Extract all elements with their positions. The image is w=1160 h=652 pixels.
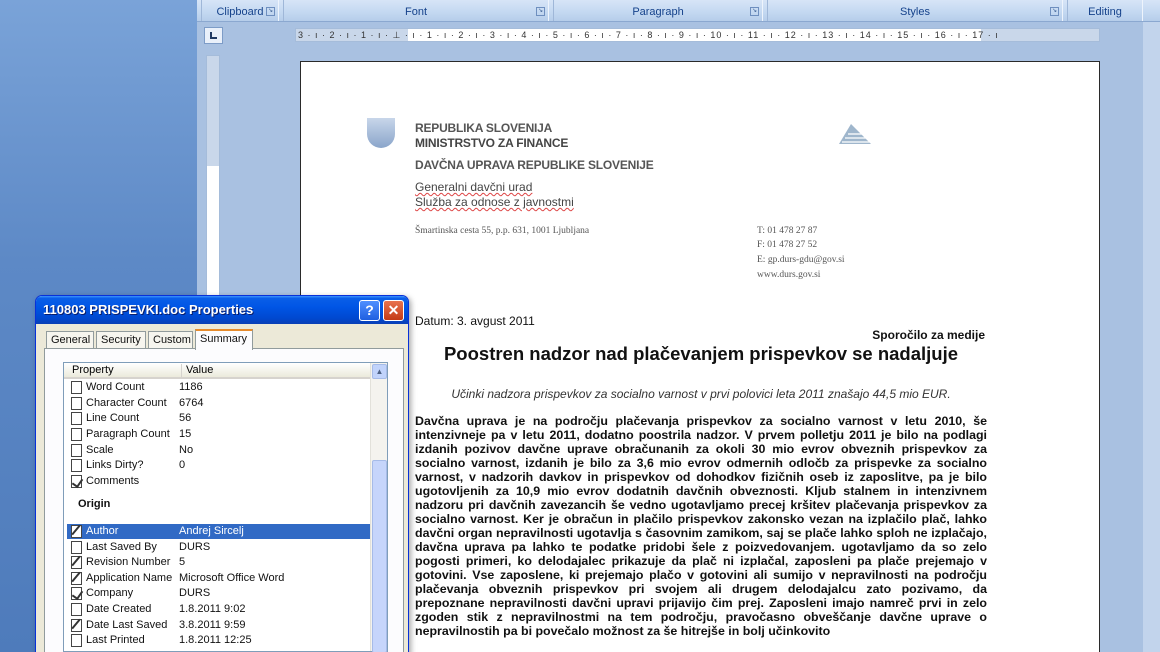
org-line-1: REPUBLIKA SLOVENIJA — [415, 121, 553, 135]
ruler-ticks: 3 · ı · 2 · ı · 1 · ı · ⊥ · ı · 1 · ı · 2 · ı · 3 · ı · 4 · ı · 5 · ı · 6 · ı · 7 · ı · 8 · ı · 9 · ı · 10 · ı · 11 · ı · 12 · ı · 13 · ı · 14 · ı · 15 · ı · 16 · ı · 17 · ı — [298, 30, 999, 40]
ribbon-group-label: Editing — [1088, 6, 1122, 18]
document-icon — [71, 381, 82, 394]
ribbon-group-clipboard[interactable] — [201, 0, 279, 21]
property-value: 1186 — [179, 381, 203, 393]
scroll-up-icon[interactable]: ▲ — [372, 364, 387, 379]
property-row-selected[interactable] — [67, 524, 370, 539]
property-name: Scale — [86, 444, 114, 456]
property-row[interactable] — [67, 555, 370, 570]
property-row[interactable] — [67, 571, 370, 586]
property-name: Date Created — [86, 603, 152, 615]
section-origin: Origin — [78, 498, 111, 510]
document-icon — [71, 428, 82, 441]
contact-fax: F: 01 478 27 52 — [757, 240, 818, 250]
property-name: Character Count — [86, 397, 167, 409]
dialog-launcher-icon[interactable]: ↘ — [1051, 8, 1058, 14]
left-tab-icon — [210, 32, 217, 39]
property-name: Last Printed — [86, 634, 145, 646]
column-header-value[interactable]: Value — [181, 364, 213, 377]
tab-summary[interactable]: Summary — [195, 329, 253, 350]
property-value: 6764 — [179, 397, 204, 409]
editable-property-icon — [71, 525, 82, 538]
document-icon — [71, 603, 82, 616]
property-value: 15 — [179, 428, 192, 440]
document-date: Datum: 3. avgust 2011 — [415, 314, 535, 328]
contact-phone: T: 01 478 27 87 — [757, 226, 818, 236]
property-name: Last Saved By — [86, 541, 157, 553]
editable-property-icon — [71, 619, 82, 632]
property-value: 1.8.2011 9:02 — [179, 603, 246, 615]
property-value: No — [179, 444, 194, 456]
contact-web: www.durs.gov.si — [757, 270, 821, 280]
editable-property-icon — [71, 475, 82, 488]
document-body: Davčna uprava je na področju plačevanja prispevkov za socialno varnost v letu 2010, še intenzivneje pa v letu 2011, dodatno poostrila nadzor. V prvem polletju 2011 je bilo na podlagi izdanih pozivov davčne uprave obračunanih za okoli 30 mio evrov obveznih prispevkov za socialno varnost, izdanih je bilo za 3,6 mio evrov odmernih odločb za prispevke za socialno varnost, v nadzorih davkov in prispevkov od dohodkov fizičnih oseb iz zaposlitve, pa je bilo ugotovljenih za 10,9 mio evrov dodatnih davčnih obveznosti. Kljub stalnem in intenzivnem nadzoru pri davčnih zavezancih še vedno ugotavljamo precej kršitev plačevanja prispevkov za socialno varnost. Ker je obračun in plačilo prispevkov zakonsko vezan na izplačilo plač, lahko davčni organ nepravilnosti ugotavlja s časovnim zamikom, saj se plače lahko sploh ne izplačajo, davčna uprava pa lahko te podatke pridobi šele z poizvedovanjem. ugotavljamo da so zelo pogosti primeri, ko delodajalec prikazuje da plač ni izplačal, zaposleni pa plače prejemajo v gotovini. Vse zaposlene, ki prejemajo plačo v gotovini ali sumijo v nepravilnosti na področju plačevanja obveznih prispevkov pri svojem ali drugem delodajalcu zato pozivamo, da prepoznane nepravilnosti davčni upravi prijavijo čim prej. Zaposleni imajo namreč prvi in zelo zgoden stik z nepravilnostmi na tem področju, pravočasno obveščanje davčne uprave o nepravilnostih pa bi povečalo možnost za še hitrejše in bolj učinkovito — [415, 414, 987, 638]
property-row[interactable] — [67, 458, 370, 473]
property-name: Comments — [86, 475, 140, 487]
property-name: Application Name — [86, 572, 173, 584]
property-row[interactable] — [67, 540, 370, 555]
properties-dialog — [35, 295, 409, 652]
list-scrollbar[interactable] — [370, 363, 387, 651]
tab-security[interactable]: Security — [96, 331, 146, 349]
document-icon — [71, 634, 82, 647]
org-line-3: DAVČNA UPRAVA REPUBLIKE SLOVENIJE — [415, 158, 654, 172]
contact-email: E: gp.durs-gdu@gov.si — [757, 255, 845, 265]
property-value: Andrej Sircelj — [179, 525, 244, 537]
dialog-titlebar[interactable] — [36, 296, 408, 324]
ribbon-group-labels — [197, 0, 1160, 22]
ribbon-group-styles[interactable] — [767, 0, 1063, 21]
tab-selector-button[interactable] — [204, 27, 223, 44]
document-subtitle: Učinki nadzora prispevkov za socialno varnost v prvi polovici leta 2011 znašajo 44,5 mio EUR. — [451, 387, 951, 401]
property-value: DURS — [179, 541, 211, 553]
dialog-title: 110803 PRISPEVKI.doc Properties — [43, 302, 254, 317]
property-row[interactable] — [67, 586, 370, 601]
property-row[interactable] — [67, 380, 370, 395]
property-name: Line Count — [86, 412, 140, 424]
close-button[interactable]: ✕ — [383, 300, 404, 321]
editable-property-icon — [71, 587, 82, 600]
horizontal-ruler[interactable] — [295, 28, 1100, 42]
property-value: 3.8.2011 9:59 — [179, 619, 246, 631]
ribbon-group-label: Paragraph — [632, 6, 684, 18]
property-name: Word Count — [86, 381, 145, 393]
dialog-launcher-icon[interactable]: ↘ — [267, 8, 274, 14]
property-row[interactable] — [67, 443, 370, 458]
help-button[interactable]: ? — [359, 300, 380, 321]
property-name: Revision Number — [86, 556, 171, 568]
property-value: 5 — [179, 556, 186, 568]
durs-logo-icon — [837, 122, 873, 146]
ribbon-group-editing[interactable] — [1067, 0, 1143, 21]
ribbon-group-paragraph[interactable] — [553, 0, 763, 21]
ruler-margin-top — [207, 56, 219, 166]
property-value: 56 — [179, 412, 192, 424]
ribbon-group-label: Styles — [900, 6, 930, 18]
property-value: DURS — [179, 587, 211, 599]
document-icon — [71, 444, 82, 457]
property-name: Links Dirty? — [86, 459, 144, 471]
coat-of-arms-icon — [367, 118, 395, 148]
property-row[interactable] — [67, 427, 370, 442]
document-icon — [71, 412, 82, 425]
document-icon — [71, 459, 82, 472]
dept-line-2: Služba za odnose z javnostmi — [415, 195, 574, 209]
property-name: Paragraph Count — [86, 428, 170, 440]
tab-general[interactable]: General — [46, 331, 94, 349]
property-value: 0 — [179, 459, 186, 471]
property-name: Company — [86, 587, 134, 599]
document-icon — [71, 541, 82, 554]
tab-custom[interactable]: Custom — [148, 331, 193, 349]
document-page[interactable] — [300, 61, 1100, 652]
scrollbar-thumb[interactable] — [372, 460, 387, 652]
editable-property-icon — [71, 556, 82, 569]
property-row[interactable] — [67, 618, 370, 633]
property-row[interactable] — [67, 396, 370, 411]
property-row[interactable] — [67, 633, 370, 648]
address-line: Šmartinska cesta 55, p.p. 631, 1001 Ljubljana — [415, 226, 590, 236]
editable-property-icon — [71, 572, 82, 585]
property-row[interactable] — [67, 474, 370, 489]
document-title: Poostren nadzor nad plačevanjem prispevkov se nadaljuje — [443, 343, 959, 364]
list-header — [64, 363, 370, 379]
dept-line-1: Generalni davčni urad — [415, 180, 533, 194]
org-line-2: MINISTRSTVO ZA FINANCE — [415, 136, 569, 150]
document-icon — [71, 397, 82, 410]
dialog-launcher-icon[interactable]: ↘ — [751, 8, 758, 14]
property-name: Author — [86, 525, 119, 537]
property-value: Microsoft Office Word — [179, 572, 285, 584]
property-row[interactable] — [67, 602, 370, 617]
press-label: Sporočilo za medije — [872, 328, 985, 342]
dialog-launcher-icon[interactable]: ↘ — [537, 8, 544, 14]
ribbon-group-label: Clipboard — [216, 6, 264, 18]
property-value: 1.8.2011 12:25 — [179, 634, 252, 646]
ribbon-group-label: Font — [404, 6, 427, 18]
property-name: Date Last Saved — [86, 619, 168, 631]
column-header-property[interactable]: Property — [72, 364, 114, 376]
property-list[interactable] — [63, 362, 388, 652]
property-row[interactable] — [67, 411, 370, 426]
document-scrollbar[interactable] — [1143, 22, 1160, 652]
ribbon-group-font[interactable] — [283, 0, 549, 21]
